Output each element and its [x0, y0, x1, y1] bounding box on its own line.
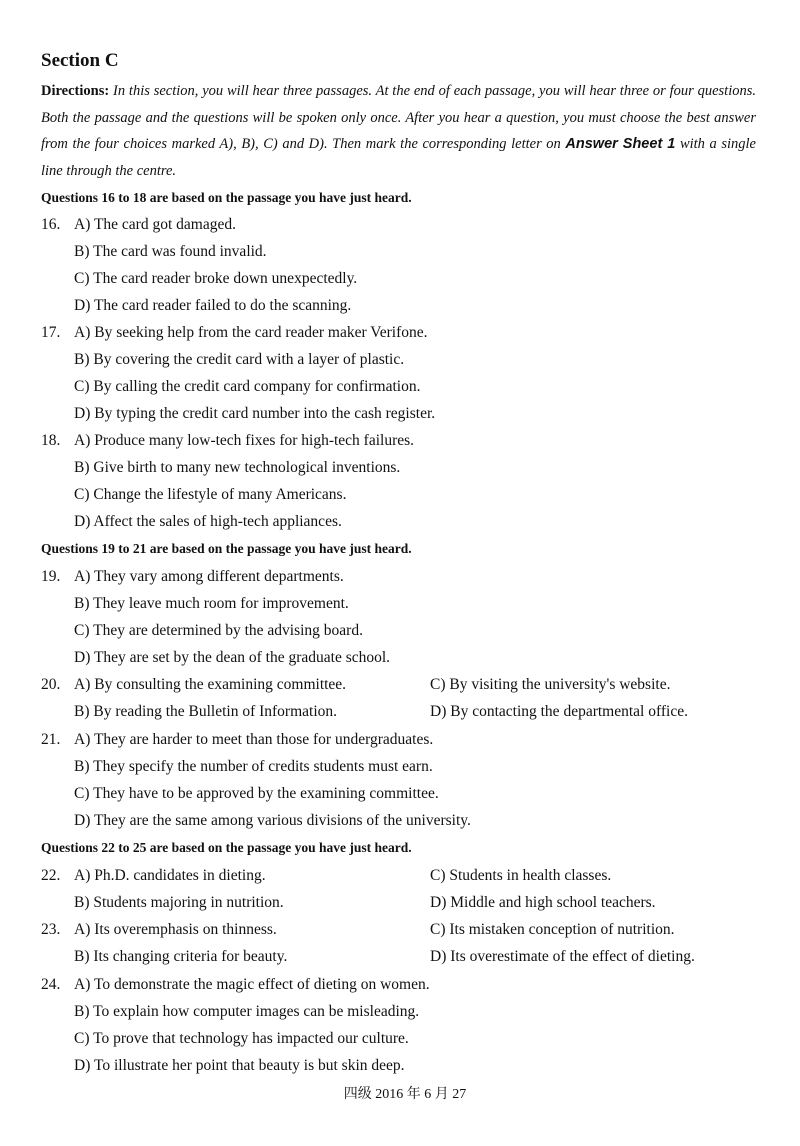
option-a: A) They are harder to meet than those for undergraduates. — [74, 731, 434, 748]
option-d: D) Affect the sales of high-tech appliances. — [74, 513, 342, 530]
option-d: D) By typing the credit card number into the cash register. — [74, 405, 436, 422]
option-b: B) By covering the credit card with a layer of plastic. — [74, 351, 405, 368]
option-d: D) Its overestimate of the effect of dieting. — [430, 948, 695, 965]
question-number: 20. — [41, 676, 61, 693]
section-title: Section C — [41, 50, 119, 71]
option-c: C) Its mistaken conception of nutrition. — [430, 921, 675, 938]
question-number: 22. — [41, 867, 61, 884]
question-number: 19. — [41, 568, 61, 585]
question-number: 16. — [41, 216, 61, 233]
option-a: A) To demonstrate the magic effect of dieting on women. — [74, 976, 430, 993]
group-heading-19-21: Questions 19 to 21 are based on the passage you have just heard. — [41, 541, 412, 556]
option-d: D) They are set by the dean of the graduate school. — [74, 649, 391, 666]
option-c: C) Students in health classes. — [430, 867, 612, 884]
option-d: D) They are the same among various divisions of the university. — [74, 812, 471, 829]
option-b: B) Students majoring in nutrition. — [74, 894, 284, 911]
option-d: D) The card reader failed to do the scanning. — [74, 297, 352, 314]
option-d: D) Middle and high school teachers. — [430, 894, 656, 911]
option-b: B) Its changing criteria for beauty. — [74, 948, 288, 965]
option-c: C) They have to be approved by the examining committee. — [74, 785, 439, 802]
option-a: A) Its overemphasis on thinness. — [74, 921, 277, 938]
option-b: B) They specify the number of credits students must earn. — [74, 758, 433, 775]
option-b: B) To explain how computer images can be misleading. — [74, 1003, 420, 1020]
option-c: C) The card reader broke down unexpectedly. — [74, 270, 358, 287]
question-number: 17. — [41, 324, 61, 341]
option-a: A) By consulting the examining committee. — [74, 676, 347, 693]
answer-sheet-ref: Answer Sheet 1 — [565, 136, 676, 152]
question-number: 24. — [41, 976, 61, 993]
question-number: 18. — [41, 432, 61, 449]
page-footer: 四级 2016 年 6 月 27 — [343, 1087, 467, 1102]
directions-text: In this section, you will hear three passages. At the end of each passage, you will hear three or four questions. Both the passage and the questions will be spoken only once. After you hear a question, you must choose the best answer from the four choices marked A), B), C) and D). Then mark the corresponding letter on — [41, 83, 756, 152]
option-a: A) By seeking help from the card reader maker Verifone. — [74, 324, 428, 341]
option-c: C) To prove that technology has impacted our culture. — [74, 1030, 409, 1047]
option-c: C) Change the lifestyle of many Americans. — [74, 486, 347, 503]
group-heading-16-18: Questions 16 to 18 are based on the passage you have just heard. — [41, 190, 412, 205]
option-b: B) By reading the Bulletin of Information. — [74, 703, 338, 720]
option-d: D) By contacting the departmental office. — [430, 703, 688, 720]
option-c: C) They are determined by the advising board. — [74, 622, 363, 639]
group-heading-22-25: Questions 22 to 25 are based on the passage you have just heard. — [41, 840, 412, 855]
question-number: 23. — [41, 921, 61, 938]
option-a: A) They vary among different departments. — [74, 568, 344, 585]
option-c: C) By calling the credit card company for confirmation. — [74, 378, 421, 395]
directions-label: Directions: — [41, 83, 110, 99]
directions — [41, 78, 756, 184]
option-a: A) Produce many low-tech fixes for high-tech failures. — [74, 432, 415, 449]
option-a: A) Ph.D. candidates in dieting. — [74, 867, 266, 884]
option-b: B) They leave much room for improvement. — [74, 595, 349, 612]
option-c: C) By visiting the university's website. — [430, 676, 671, 693]
option-b: B) Give birth to many new technological inventions. — [74, 459, 401, 476]
option-d: D) To illustrate her point that beauty is but skin deep. — [74, 1057, 405, 1074]
question-number: 21. — [41, 731, 61, 748]
option-a: A) The card got damaged. — [74, 216, 236, 233]
option-b: B) The card was found invalid. — [74, 243, 267, 260]
directions-text-end: with a single line through the centre. — [41, 136, 756, 179]
